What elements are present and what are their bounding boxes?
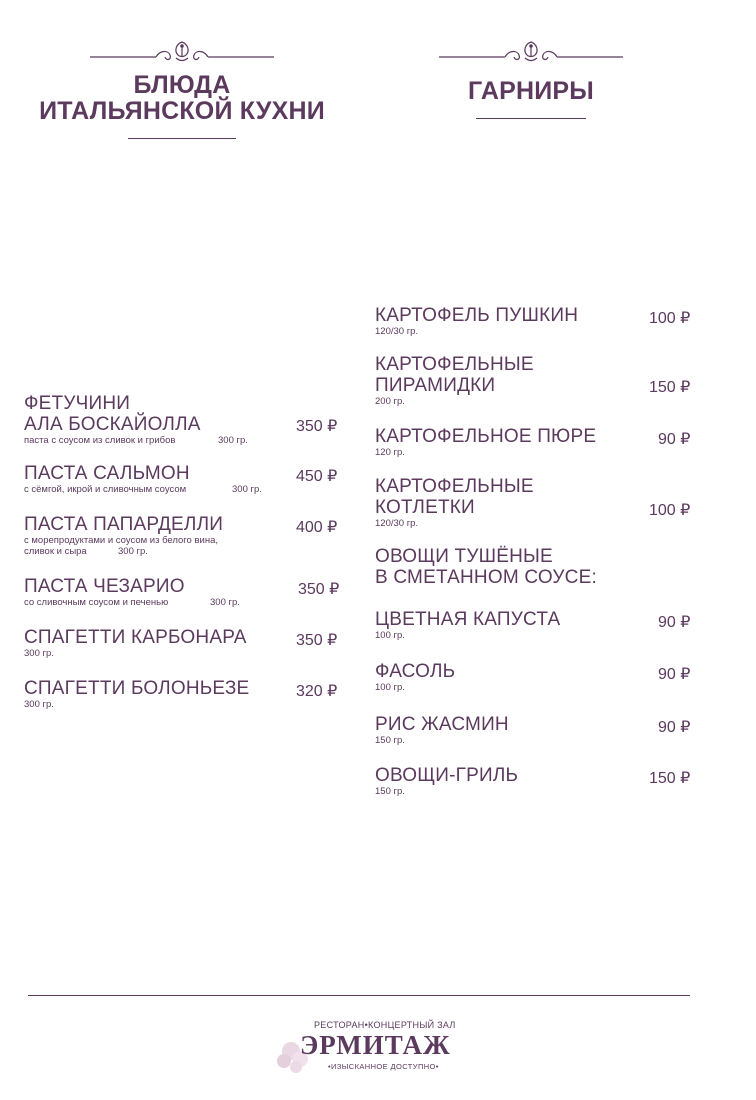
item-weight: 150 гр. <box>375 786 405 797</box>
menu-item <box>375 305 695 339</box>
item-price: 320 ₽ <box>296 683 338 700</box>
menu-item <box>375 609 695 643</box>
left-title-underline <box>128 138 236 139</box>
item-name: КАРТОФЕЛЬНЫЕ ПИРАМИДКИ <box>375 354 534 396</box>
item-name: ФЕТУЧИНИ АЛА БОСКАЙОЛЛА <box>24 393 201 435</box>
item-weight: 300 гр. <box>24 699 54 710</box>
menu-item <box>375 661 695 695</box>
item-description: паста с соусом из сливок и грибов <box>24 435 176 446</box>
menu-item <box>24 463 344 497</box>
item-price: 90 ₽ <box>658 614 691 631</box>
item-weight: 300 гр. <box>24 648 54 659</box>
item-name: КАРТОФЕЛЬНЫЕ КОТЛЕТКИ <box>375 476 534 518</box>
item-price: 90 ₽ <box>658 666 691 683</box>
item-price: 450 ₽ <box>296 468 338 485</box>
logo-wordmark: ЭРМИТАЖ <box>300 1030 451 1060</box>
item-name: ПАСТА САЛЬМОН <box>24 463 190 484</box>
menu-item <box>24 576 344 610</box>
menu-item <box>375 714 695 748</box>
item-price: 350 ₽ <box>296 418 338 435</box>
item-weight: 300 гр. <box>210 597 240 608</box>
footer-divider <box>28 995 690 996</box>
item-weight: 100 гр. <box>375 630 405 641</box>
item-weight: 300 гр. <box>218 435 248 446</box>
item-price: 150 ₽ <box>649 379 691 396</box>
item-weight: 120/30 гр. <box>375 518 419 529</box>
logo-tagline-bottom: •ИЗЫСКАННОЕ ДОСТУПНО• <box>328 1062 439 1071</box>
right-section-header <box>414 38 648 119</box>
ornament-divider-icon <box>439 38 623 64</box>
item-price: 100 ₽ <box>649 310 691 327</box>
left-section-header <box>30 38 334 139</box>
item-name: ПАСТА ЧЕЗАРИО <box>24 576 185 597</box>
ornament-divider-icon <box>90 38 274 64</box>
item-description: с морепродуктами и соусом из белого вина, сливок и сыра <box>24 535 219 557</box>
item-price: 350 ₽ <box>298 581 340 598</box>
item-description: с сёмгой, икрой и сливочным соусом <box>24 484 187 495</box>
left-section-title: БЛЮДА ИТАЛЬЯНСКОЙ КУХНИ <box>39 71 325 125</box>
menu-item <box>24 627 344 661</box>
subheading-stewed-vegetables: ОВОЩИ ТУШЁНЫЕ В СМЕТАННОМ СОУСЕ: <box>375 546 597 588</box>
menu-item <box>375 354 695 408</box>
menu-item <box>375 426 695 460</box>
logo-tagline-top: РЕСТОРАН•КОНЦЕРТНЫЙ ЗАЛ <box>314 1020 456 1030</box>
menu-item <box>24 678 344 712</box>
menu-item <box>375 765 695 799</box>
menu-item <box>24 393 344 447</box>
item-name: ЦВЕТНАЯ КАПУСТА <box>375 609 561 630</box>
item-description: со сливочным соусом и печенью <box>24 597 169 608</box>
right-section-title: ГАРНИРЫ <box>468 77 594 105</box>
item-weight: 300 гр. <box>232 484 262 495</box>
item-name: КАРТОФЕЛЬ ПУШКИН <box>375 305 579 326</box>
item-name: СПАГЕТТИ БОЛОНЬЕЗЕ <box>24 678 250 699</box>
item-name: ПАСТА ПАПАРДЕЛЛИ <box>24 514 224 535</box>
right-title-underline <box>476 118 586 119</box>
item-weight: 300 гр. <box>118 546 148 557</box>
item-price: 100 ₽ <box>649 502 691 519</box>
item-price: 350 ₽ <box>296 632 338 649</box>
menu-item <box>375 476 695 530</box>
item-price: 400 ₽ <box>296 519 338 536</box>
item-name: СПАГЕТТИ КАРБОНАРА <box>24 627 247 648</box>
item-name: КАРТОФЕЛЬНОЕ ПЮРЕ <box>375 426 597 447</box>
item-price: 150 ₽ <box>649 770 691 787</box>
item-weight: 120/30 гр. <box>375 326 419 337</box>
item-name: ОВОЩИ-ГРИЛЬ <box>375 765 519 786</box>
item-price: 90 ₽ <box>658 719 691 736</box>
item-weight: 150 гр. <box>375 735 405 746</box>
item-weight: 200 гр. <box>375 396 405 407</box>
item-weight: 120 гр. <box>375 447 405 458</box>
item-name: ФАСОЛЬ <box>375 661 456 682</box>
item-price: 90 ₽ <box>658 431 691 448</box>
item-name: РИС ЖАСМИН <box>375 714 509 735</box>
item-weight: 100 гр. <box>375 682 405 693</box>
menu-item <box>24 514 344 560</box>
